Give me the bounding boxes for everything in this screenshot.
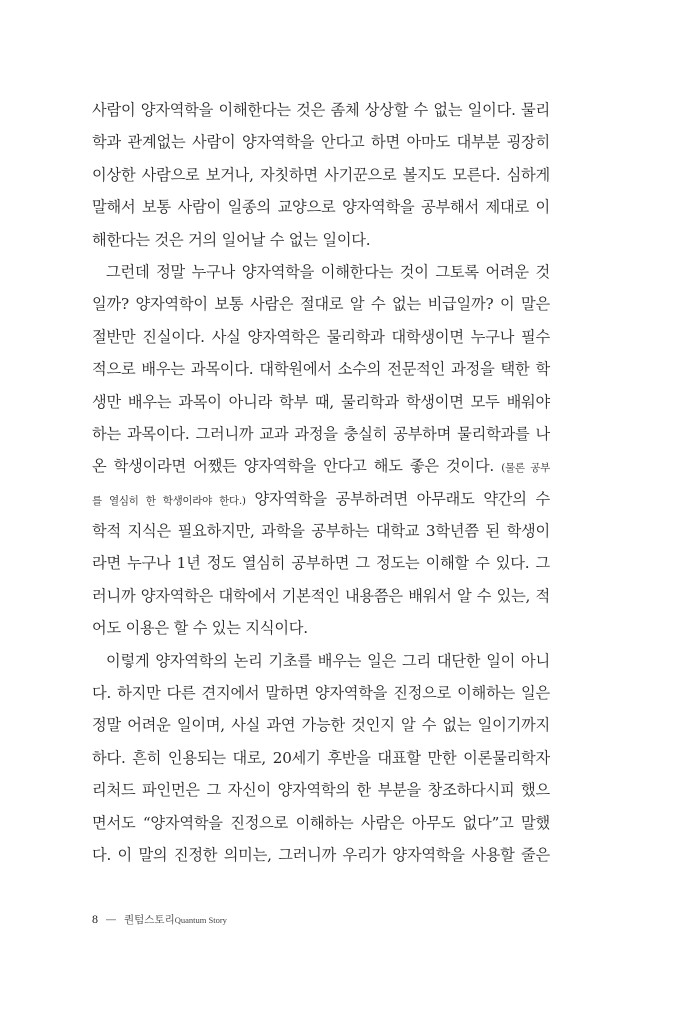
text-line: 적으로 배우는 과목이다. 대학원에서 소수의 전문적인 과정을 택한 학	[92, 360, 550, 379]
parenthetical-aside: 를 열심히 한 학생이라야 한다.)	[92, 494, 246, 507]
paragraph-start-line: 그런데 정말 누구나 양자역학을 이해한다는 것이 그토록 어려운 것	[106, 262, 550, 281]
text-line: 사람이 양자역학을 이해한다는 것은 좀체 상상할 수 없는 일이다. 물리	[92, 101, 550, 119]
book-title-english: Quantum Story	[174, 915, 227, 925]
page-footer	[92, 912, 227, 927]
text-line: 말해서 보통 사람이 일종의 교양으로 양자역학을 공부해서 제대로 이	[92, 198, 550, 217]
text-line: 이상한 사람으로 보거나, 자칫하면 사기꾼으로 볼지도 모른다. 심하게	[92, 165, 550, 184]
text-line: 어도 이용은 할 수 있는 지식이다.	[92, 619, 308, 638]
text-line-with-aside	[92, 483, 550, 515]
text-line: 정말 어려운 일이며, 사실 과연 가능한 것인지 알 수 없는 일이기까지	[92, 716, 550, 735]
text-line: 하다. 흔히 인용되는 대로, 20세기 후반을 대표할 만한 이론물리학자	[92, 748, 550, 767]
text-segment: 양자역학을 공부하려면 아무래도 약간의 수	[254, 489, 550, 508]
text-line: 러니까 양자역학은 대학에서 기본적인 내용쯤은 배워서 알 수 있는, 적	[92, 586, 550, 605]
text-line: 해한다는 것은 거의 일어날 수 없는 일이다.	[92, 230, 371, 249]
page-number: 8	[92, 912, 98, 926]
paragraph-start-line: 이렇게 양자역학의 논리 기초를 배우는 일은 그리 대단한 일이 아니	[106, 651, 550, 670]
text-line: 학과 관계없는 사람이 양자역학을 안다고 하면 아마도 대부분 굉장히	[92, 133, 550, 152]
text-line: 일까? 양자역학이 보통 사람은 절대로 알 수 없는 비급일까? 이 말은	[92, 295, 550, 314]
text-line-with-aside	[92, 450, 550, 482]
text-line: 라면 누구나 1년 정도 열심히 공부하면 그 정도는 이해할 수 있다. 그	[92, 554, 550, 573]
text-line: 절반만 진실이다. 사실 양자역학은 물리학과 대학생이면 누구나 필수	[92, 327, 550, 346]
book-page-body	[92, 94, 550, 871]
text-line: 다. 하지만 다른 견지에서 말하면 양자역학을 진정으로 이해하는 일은	[92, 684, 550, 703]
book-title-korean: 퀀텀스토리	[124, 914, 175, 926]
text-line: 리처드 파인먼은 그 자신이 양자역학의 한 부분을 창조하다시피 했으	[92, 781, 550, 800]
text-line: 면서도 “양자역학을 진정으로 이해하는 사람은 아무도 없다”고 말했	[92, 813, 550, 832]
text-line: 다. 이 말의 진정한 의미는, 그러니까 우리가 양자역학을 사용할 줄은	[92, 845, 550, 864]
text-segment: 온 학생이라면 어쨌든 양자역학을 안다고 해도 좋은 것이다.	[92, 457, 495, 476]
parenthetical-aside: (물론 공부	[501, 462, 550, 475]
footer-separator: —	[105, 913, 117, 926]
text-line: 하는 과목이다. 그러니까 교과 과정을 충실히 공부하며 물리학과를 나	[92, 424, 550, 443]
text-line: 학적 지식은 필요하지만, 과학을 공부하는 대학교 3학년쯤 된 학생이	[92, 522, 550, 541]
text-line: 생만 배우는 과목이 아니라 학부 때, 물리학과 학생이면 모두 배워야	[92, 392, 550, 411]
